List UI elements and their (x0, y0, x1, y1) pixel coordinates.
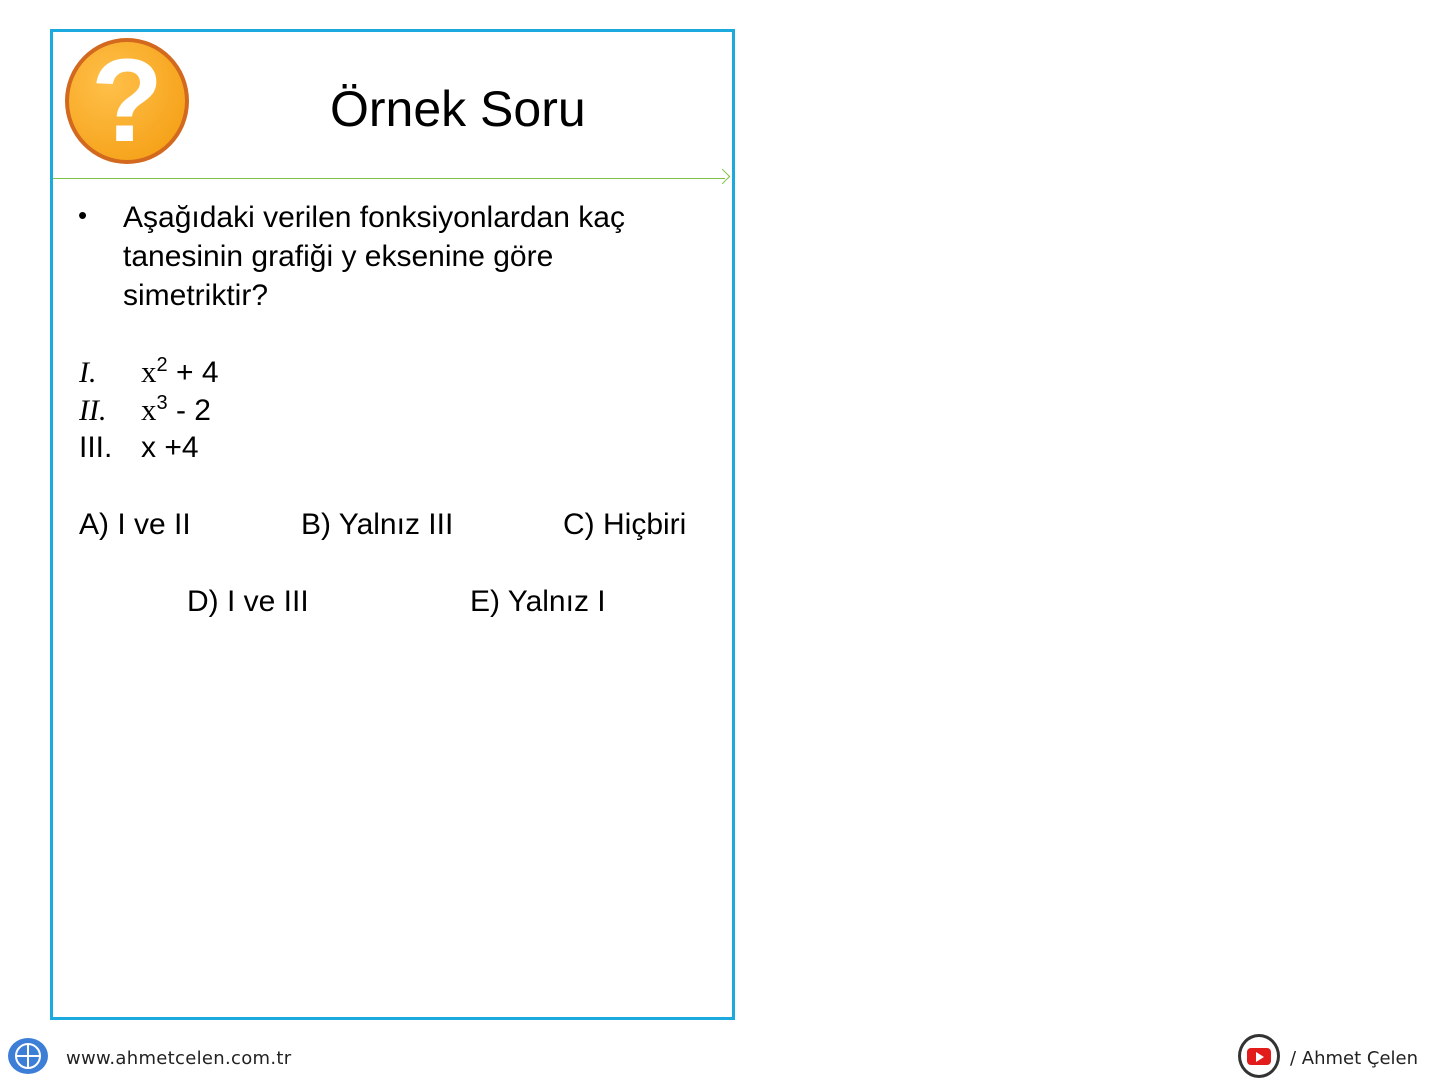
option-b: B) Yalnız III (301, 508, 454, 541)
arrow-head-icon (715, 169, 731, 185)
bullet-icon: • (78, 200, 88, 230)
divider-arrow-line (53, 178, 725, 179)
option-e: E) Yalnız I (470, 585, 606, 618)
variable: x (141, 431, 156, 464)
item-expression (141, 356, 219, 389)
item-number: III. (79, 431, 113, 464)
question-card (50, 29, 735, 1020)
globe-icon (8, 1038, 48, 1074)
item-3 (79, 431, 199, 465)
youtube-icon[interactable] (1238, 1034, 1280, 1078)
item-number: I. (79, 356, 97, 389)
variable: x (141, 354, 157, 389)
item-expression (141, 394, 211, 427)
slide-title: Örnek Soru (330, 81, 586, 137)
option-d: D) I ve III (187, 585, 309, 618)
item-1 (79, 354, 219, 390)
exponent: 2 (156, 354, 168, 376)
term: + 4 (167, 356, 219, 389)
item-number: II. (79, 394, 107, 427)
term: - 2 (167, 394, 211, 427)
item-2 (79, 392, 211, 428)
term: +4 (156, 431, 199, 464)
option-a: A) I ve II (79, 508, 191, 541)
website-link[interactable]: www.ahmetcelen.com.tr (66, 1048, 292, 1069)
channel-name[interactable]: / Ahmet Çelen (1290, 1048, 1419, 1069)
option-c: C) Hiçbiri (563, 508, 687, 541)
question-mark-icon: ? (65, 38, 189, 164)
variable: x (141, 392, 157, 427)
question-text: Aşağıdaki verilen fonksiyonlardan kaç tanesinin grafiği y eksenine göre simetriktir? (123, 201, 625, 312)
exponent: 3 (156, 392, 168, 414)
item-expression (141, 431, 199, 464)
